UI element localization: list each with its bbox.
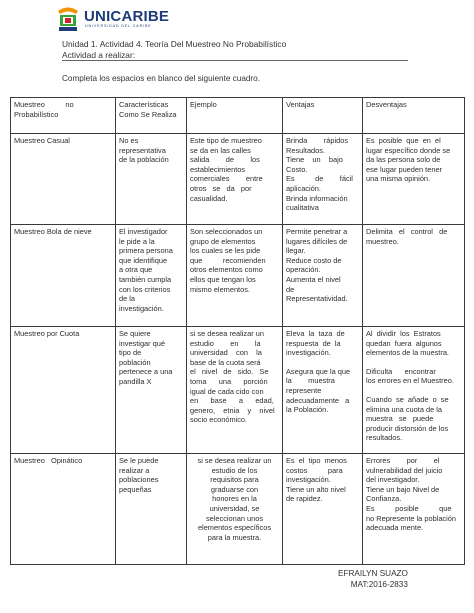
cell-text-line: comerciales entre [190, 174, 263, 184]
table-row-opinatico [11, 454, 465, 565]
cell-text-line: Cuando se añade o se [366, 394, 449, 404]
cell-text-line: Al dividir los Estratos [366, 329, 441, 338]
cell-text-line: resultados. [366, 433, 403, 443]
cell-text-line: Es posible que en el [366, 136, 441, 145]
cell-text-line: que recomienden [190, 255, 266, 265]
cell-text-line: quedan fuera algunos [366, 338, 442, 348]
cell-text-line: con los criterios [119, 284, 171, 294]
cell-text-line: vulnerabilidad del juicio [366, 465, 443, 475]
header-cell-tipo [11, 98, 116, 134]
cell-text-line: investigación. [286, 475, 331, 485]
cell-text-line: estudio en la [190, 338, 261, 348]
cell-text-line: una misma opinión. [366, 174, 431, 184]
cell-text-line: Brinda rápidos [286, 136, 349, 145]
author-name: EFRAILYN SUAZO [338, 569, 408, 578]
cell-text-line: respuesta de la [286, 338, 341, 348]
cell-desventajas [363, 225, 465, 327]
cell-text-line: Probabilístico [14, 109, 59, 119]
cell-text-line: otros elementos como [190, 265, 263, 275]
cell-text-line: Errores por el [366, 456, 440, 465]
cell-text-line: igual de cada cido con [190, 386, 264, 396]
university-logo [54, 4, 204, 34]
cell-text-line: pertenece a una [119, 367, 173, 377]
cell-text-line: del investigador. [366, 475, 420, 485]
cell-text-line: Muestreo Bola de nieve [14, 227, 92, 236]
cell-text-line: de la población [119, 155, 169, 165]
cell-tipo [11, 454, 116, 565]
logo-tagline: UNIVERSIDAD DEL CARIBE [85, 24, 152, 28]
cell-text-line: represente [286, 385, 322, 395]
cell-ventajas [283, 327, 363, 454]
cell-ejemplo [187, 327, 283, 454]
cell-text-line: honores en la [212, 494, 257, 504]
cell-caracteristicas [116, 454, 187, 565]
cell-text-line: ese lugar pueden tener [366, 164, 443, 174]
cell-text-line: si se desea realizar un [197, 456, 272, 465]
cell-text-line: Ventajas [286, 100, 315, 109]
cell-text-line: elementos de la muestra. [366, 348, 449, 358]
cell-text-line: llegar. [286, 246, 306, 256]
cell-text-line: Brinda información [286, 193, 348, 203]
cell-text-line: ellos que tengan los [190, 274, 256, 284]
table-row-casual [11, 134, 465, 225]
cell-text-line: toma una porción [190, 376, 268, 386]
cell-ejemplo [187, 225, 283, 327]
cell-text-line: producir distorsión de los [366, 423, 449, 433]
cell-text-line: se da en las calles [190, 145, 251, 155]
cell-text-line: realizar a [119, 465, 150, 475]
cell-text-line: que identifique [119, 255, 168, 265]
cell-text-line: para la muestra. [207, 532, 262, 542]
cell-text-line: Permite penetrar a [286, 227, 348, 236]
cell-text-line: Como Se Realiza [119, 109, 177, 119]
cell-text-line: en base a edad, [190, 396, 274, 406]
cell-text-line: los cuales se les pide [190, 246, 261, 256]
cell-desventajas [363, 134, 465, 225]
cell-text-line: estudio de los [211, 465, 258, 475]
cell-text-line: investigación. [119, 303, 164, 313]
cell-desventajas [363, 454, 465, 565]
cell-text-line: pandilla X [119, 376, 152, 386]
cell-text-line: genero, etnia y nivel [190, 405, 275, 415]
cell-text-line: da las persona solo de [366, 155, 441, 165]
cell-text-line: pequeñas [119, 484, 152, 494]
cell-text-line: muestra se puede [366, 414, 434, 424]
cell-text-line: Eleva la taza de [286, 329, 345, 338]
cell-text-line: Confianza. [366, 494, 402, 504]
cell-text-line: Tiene un bajo Nivel de [366, 484, 440, 494]
cell-text-line: tipo de [119, 348, 142, 358]
cell-text-line: Aumenta el nivel [286, 274, 341, 284]
header-cell-caracteristicas [116, 98, 187, 134]
cell-text-line: adecuada mente. [366, 523, 424, 533]
cell-text-line: elementos específicos [197, 523, 272, 533]
cell-text-line: El investigador [119, 227, 168, 236]
cell-ventajas [283, 454, 363, 565]
cell-text-line: grupo de elementos [190, 236, 256, 246]
cell-text-line: Tiene un alto nivel [286, 484, 346, 494]
cell-text-line: Reduce costo de [286, 255, 342, 265]
cell-text-line: primera persona [119, 246, 173, 256]
cell-text-line: Es posible que [366, 503, 452, 513]
cell-ventajas [283, 225, 363, 327]
cell-text-line: población [119, 357, 151, 367]
cell-text-line: universidad con la [190, 348, 262, 358]
cell-text-line: base de la cuota será [190, 357, 261, 367]
cell-text-line: operación. [286, 265, 321, 275]
header-cell-ejemplo [187, 98, 283, 134]
cell-text-line: representativa [119, 145, 166, 155]
cell-ventajas [283, 134, 363, 225]
cell-text-line: mismo elementos. [190, 284, 250, 294]
cell-text-line: el nivel de sido. Se [190, 367, 269, 377]
cell-text-line: poblaciones [119, 475, 159, 485]
cell-text-line: la muestra [286, 376, 335, 386]
cell-text-line: graduarse con [210, 484, 259, 494]
cell-text-line: muestreo. [366, 236, 399, 246]
cell-text-line: Este tipo de muestreo [190, 136, 262, 145]
cell-tipo [11, 225, 116, 327]
sampling-table [10, 97, 465, 565]
cell-text-line: otros se da por [190, 183, 252, 193]
author-signature-block [338, 569, 408, 590]
cell-text-line: Muestreo no [14, 100, 74, 109]
cell-text-line: la Población. [286, 405, 329, 415]
cell-text-line: de rapidez. [286, 494, 323, 504]
activity-subtitle: Actividad a realizar: [62, 49, 136, 60]
cell-text-line: a otra que [119, 265, 153, 275]
cell-ejemplo [187, 134, 283, 225]
cell-text-line: Costo. [286, 164, 308, 174]
cell-text-line: casualidad. [190, 193, 228, 203]
header-divider [62, 60, 408, 61]
cell-text-line: Asegura que la que [286, 366, 351, 376]
student-id: MAT:2016-2833 [350, 579, 408, 589]
cell-text-line: de [286, 284, 295, 294]
cell-text-line: elimina una cuota de la [366, 404, 443, 414]
document-header [62, 39, 286, 60]
instruction-text: Completa los espacios en blanco del siguiente cuadro. [62, 74, 260, 83]
cell-caracteristicas [116, 225, 187, 327]
cell-text-line: lugar específico donde se [366, 145, 451, 155]
cell-text-line: le pide a la [119, 236, 155, 246]
cell-text-line: Delimita el control de [366, 227, 448, 236]
cell-text-line: seleccionan unos [205, 513, 264, 523]
cell-text-line: también cumpla [119, 274, 172, 284]
cell-text-line: Representatividad. [286, 294, 348, 304]
cell-text-line: de la [119, 294, 136, 304]
table-header-row [11, 98, 465, 134]
cell-text-line: socio económico. [190, 415, 248, 425]
cell-text-line: cualitativa [286, 203, 319, 213]
cell-text-line: investigar qué [119, 338, 166, 348]
cell-text-line: Resultados. [286, 145, 326, 155]
cell-text-line: no Represente la población [366, 513, 456, 523]
cell-text-line: Muestreo Casual [14, 136, 70, 145]
cell-text-line: costos para [286, 465, 343, 475]
table-row-cuota [11, 327, 465, 454]
cell-ejemplo [187, 454, 283, 565]
cell-text-line: investigación. [286, 348, 331, 358]
unicaribe-emblem-icon [56, 5, 80, 33]
cell-text-line: si se desea realizar un [190, 329, 264, 338]
cell-caracteristicas [116, 327, 187, 454]
cell-text-line: Es de fácil [286, 174, 353, 184]
cell-text-line: Es el tipo menos [286, 456, 347, 465]
cell-desventajas [363, 327, 465, 454]
cell-text-line: requisitos para [210, 475, 259, 485]
cell-text-line: adecuadamente a [286, 395, 350, 405]
cell-text-line: Muestreo Opinático [14, 456, 83, 465]
cell-text-line: lugares difíciles de [286, 236, 348, 246]
cell-text-line: Características [119, 100, 169, 109]
header-cell-desventajas [363, 98, 465, 134]
cell-text-line: Ejemplo [190, 100, 217, 109]
cell-text-line: los errores en el Muestreo. [366, 376, 454, 386]
cell-text-line: Tiene un bajo [286, 155, 343, 165]
cell-text-line: aplicación. [286, 183, 321, 193]
cell-text-line: Desventajas [366, 100, 407, 109]
cell-text-line: salida de los [190, 155, 260, 165]
cell-text-line: Se quiere [119, 329, 151, 338]
table-row-bola-de-nieve [11, 225, 465, 327]
cell-tipo [11, 134, 116, 225]
cell-text-line: Se le puede [119, 456, 159, 465]
cell-text-line: No es [119, 136, 139, 145]
cell-text-line: establecimientos [190, 164, 246, 174]
header-cell-ventajas [283, 98, 363, 134]
cell-caracteristicas [116, 134, 187, 225]
activity-title: Unidad 1. Actividad 4. Teoría Del Muestreo No Probabilístico [62, 39, 287, 49]
cell-text-line: universidad, se [209, 503, 260, 513]
cell-tipo [11, 327, 116, 454]
logo-wordmark: UNICARIBE [84, 8, 170, 25]
cell-text-line: Muestreo por Cuota [14, 329, 80, 338]
cell-text-line: Dificulta encontrar [366, 366, 436, 376]
cell-text-line: Son seleccionados un [190, 227, 263, 236]
